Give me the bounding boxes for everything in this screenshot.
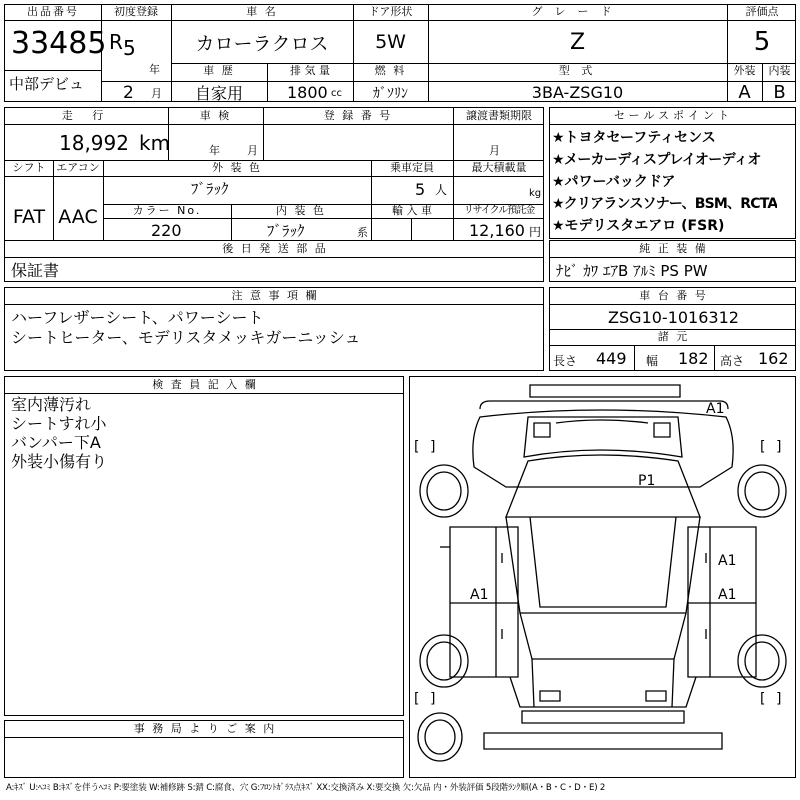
ac-value: AAC	[58, 205, 98, 228]
displacement-value: 1800	[287, 83, 328, 102]
bracket-right: ]	[430, 439, 436, 455]
later-parts-label: 後 日 発 送 部 品	[222, 243, 328, 255]
reg-number-label: 登 録 番 号	[323, 110, 393, 122]
year-unit: 年	[149, 63, 160, 76]
displacement-unit: cc	[331, 88, 342, 99]
note-line: シートヒーター、モデリスタメッキガーニッシュ	[11, 328, 361, 347]
bracket-left: [	[414, 691, 420, 707]
recycle-value: 12,160	[469, 221, 525, 240]
damage-mark-p1: P1	[638, 473, 656, 489]
fuel-value: ｶﾞｿﾘﾝ	[373, 85, 408, 102]
bracket-left: [	[760, 691, 766, 707]
grade-value: Z	[569, 29, 586, 55]
inspector-line: 外装小傷有り	[11, 452, 108, 471]
ext-color-label: 外 装 色	[212, 162, 262, 174]
load-unit: kg	[529, 188, 542, 199]
sales-point: ★パワーバックドア	[552, 174, 676, 190]
bracket-left: [	[414, 439, 420, 455]
door-label: ドア形状	[368, 6, 413, 18]
office-label: 事 務 局 よ り ご 案 内	[133, 723, 277, 735]
mileage-value: 18,992	[59, 131, 129, 155]
damage-mark-a1: A1	[718, 587, 737, 603]
inspector-section	[4, 376, 404, 716]
model-label: 型 式	[558, 65, 597, 77]
shaken-month-unit: 月	[247, 144, 258, 157]
equipment-label: 純 正 装 備	[639, 243, 708, 255]
color-no-value: 220	[151, 221, 182, 240]
int-color-value: ﾌﾞﾗｯｸ	[267, 222, 305, 240]
sales-points-label: セールスポイント	[613, 110, 733, 122]
chassis-section	[549, 287, 796, 371]
bracket-left: [	[760, 439, 766, 455]
damage-mark-a1: A1	[718, 553, 737, 569]
sales-point: ★メーカーディスプレイオーディオ	[552, 152, 761, 168]
shift-value: FAT	[12, 205, 46, 228]
equipment-section	[549, 240, 796, 282]
recycle-unit: 円	[529, 225, 542, 239]
int-grade-label: 内装	[768, 65, 791, 77]
chassis-label: 車 台 番 号	[639, 290, 708, 302]
note-line: ハーフレザーシート、パワーシート	[11, 308, 264, 327]
car-name-label: 車 名	[246, 6, 278, 18]
reg-month: 2	[123, 83, 134, 102]
ext-color-value: ﾌﾞﾗｯｸ	[191, 180, 229, 198]
mileage-unit: km	[139, 131, 171, 155]
bracket-right: ]	[776, 439, 782, 455]
debut-label: 中部デビュ	[9, 75, 85, 93]
int-color-label: 内 装 色	[276, 205, 326, 217]
history-label: 車 歴	[203, 65, 235, 77]
inspector-line: 室内薄汚れ	[11, 395, 92, 414]
reg-year: 5	[123, 36, 136, 60]
length-label: 長さ	[553, 354, 578, 368]
legend-text: A:ｷｽﾞ U:ﾍｺﾐ B:ｷｽﾞを伴うﾍｺﾐ P:要塗装 W:補修跡 S:錆 C:腐食、穴 G:ﾌﾛﾝﾄｶﾞﾗｽ点ｷｽﾞ XX:交換済み X:要交換 欠:欠品 内・外装評価 5段階ﾗﾝｸ順(A・B・C・D・E) 2	[6, 783, 606, 793]
car-name: カローラクロス	[195, 32, 329, 55]
details-section	[4, 107, 544, 255]
sales-point: ★クリアランスソナー、BSM、RCTA	[552, 196, 778, 212]
inspector-line: バンパー下A	[11, 433, 101, 452]
damage-mark-a1: A1	[706, 401, 725, 417]
lot-number: 33485	[11, 26, 107, 61]
later-parts-section	[4, 240, 544, 282]
inspector-line: シートすれ小	[11, 414, 107, 433]
notes-label: 注 意 事 項 欄	[231, 290, 319, 302]
sales-point: ★モデリスタエアロ (FSR)	[552, 218, 725, 234]
era-letter: R	[109, 30, 123, 54]
mileage-label: 走 行	[61, 110, 112, 122]
transfer-month-unit: 月	[489, 144, 500, 157]
chassis-number: ZSG10-1016312	[608, 307, 739, 327]
spec-label: 諸 元	[657, 331, 690, 343]
lot-label: 出品番号	[27, 6, 79, 18]
ext-grade-label: 外装	[733, 65, 756, 77]
car-outline-diagram	[410, 377, 796, 778]
sales-point: ★トヨタセーフティセンス	[552, 130, 716, 146]
load-label: 最大積載量	[471, 162, 527, 174]
office-section	[4, 720, 404, 778]
score-value: 5	[753, 27, 771, 57]
score-label: 評価点	[745, 6, 779, 18]
shift-label: シフト	[12, 162, 46, 174]
capacity-label: 乗車定員	[390, 162, 434, 174]
recycle-label: リサイクル預託金	[463, 205, 535, 216]
grade-label: グレード	[531, 6, 624, 18]
shaken-year-unit: 年	[209, 144, 220, 157]
color-no-label: カラー No.	[132, 205, 202, 217]
equipment-value: ﾅﾋﾞ ｶﾜ ｴｱB ｱﾙﾐ PS PW	[556, 262, 708, 280]
first-reg-label: 初度登録	[114, 6, 158, 18]
ac-label: エアコン	[56, 162, 100, 174]
sales-points-section	[549, 107, 796, 239]
width-value: 182	[678, 349, 709, 368]
bracket-right: ]	[776, 691, 782, 707]
height-label: 高さ	[720, 354, 745, 368]
inspector-label: 検 査 員 記 入 欄	[152, 379, 258, 391]
bracket-right: ]	[430, 691, 436, 707]
int-grade-value: B	[773, 82, 786, 102]
width-label: 幅	[646, 354, 659, 368]
ext-grade-value: A	[738, 82, 751, 102]
model-value: 3BA-ZSG10	[531, 83, 624, 102]
history-value: 自家用	[194, 84, 243, 102]
notes-section	[4, 287, 544, 371]
car-diagram	[409, 376, 796, 778]
month-unit: 月	[151, 87, 162, 100]
int-color-unit: 系	[357, 226, 368, 239]
height-value: 162	[758, 349, 789, 368]
fuel-label: 燃 料	[374, 65, 407, 77]
damage-mark-a1: A1	[470, 587, 489, 603]
import-label: 輸 入 車	[392, 205, 432, 217]
capacity-unit: 人	[435, 183, 448, 197]
capacity-value: 5	[415, 180, 426, 199]
door-value: 5W	[375, 31, 406, 53]
displacement-label: 排 気 量	[290, 65, 330, 77]
later-parts-value: 保証書	[11, 261, 60, 280]
transfer-label: 譲渡書類期限	[466, 110, 532, 122]
header-section	[4, 4, 796, 102]
length-value: 449	[596, 349, 627, 368]
shaken-label: 車 検	[199, 110, 232, 122]
